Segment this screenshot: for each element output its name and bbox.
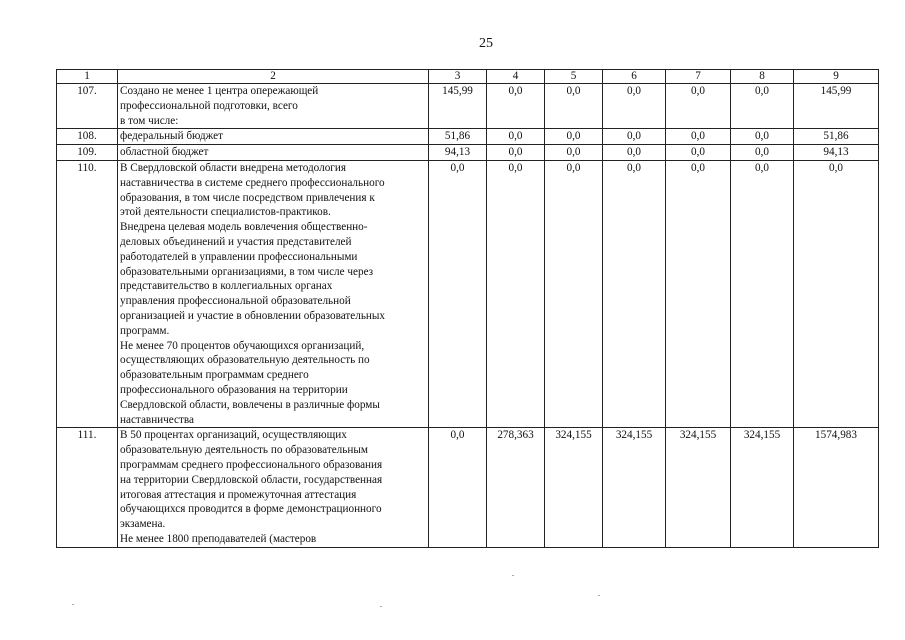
row-description bbox=[118, 129, 429, 145]
description-line: на территории Свердловской области, государственная bbox=[120, 473, 383, 486]
description-line: обучающихся проводится в форме демонстрационного bbox=[120, 503, 382, 516]
value-cell-col-4: 0,0 bbox=[487, 160, 545, 427]
header-cell: 9 bbox=[794, 70, 879, 84]
value-cell-col-6: 0,0 bbox=[603, 145, 666, 161]
value-cell-col-9: 145,99 bbox=[794, 84, 879, 129]
value-cell-col-7: 0,0 bbox=[666, 129, 731, 145]
budget-table bbox=[56, 69, 879, 548]
value-cell-col-7: 0,0 bbox=[666, 84, 731, 129]
description-line: Свердловской области, вовлечены в различные формы bbox=[120, 398, 380, 411]
value-cell-col-3: 0,0 bbox=[429, 160, 487, 427]
value-cell-col-3: 145,99 bbox=[429, 84, 487, 129]
value-cell-col-5: 0,0 bbox=[545, 160, 603, 427]
value-cell-col-9: 94,13 bbox=[794, 145, 879, 161]
value-cell-col-9: 51,86 bbox=[794, 129, 879, 145]
description-line: профессионального образования на территории bbox=[120, 383, 348, 396]
value-cell-col-4: 0,0 bbox=[487, 145, 545, 161]
description-line: программ. bbox=[120, 324, 170, 337]
value-cell-col-5: 0,0 bbox=[545, 145, 603, 161]
value-cell-col-3: 0,0 bbox=[429, 428, 487, 547]
description-line: в том числе: bbox=[120, 114, 179, 127]
scan-speck bbox=[512, 575, 514, 576]
value-cell-col-4: 278,363 bbox=[487, 428, 545, 547]
description-line: федеральный бюджет bbox=[120, 130, 223, 143]
header-cell: 2 bbox=[118, 70, 429, 84]
row-number: 109. bbox=[57, 145, 118, 161]
value-cell-col-6: 0,0 bbox=[603, 129, 666, 145]
description-line: профессиональной подготовки, всего bbox=[120, 99, 298, 112]
row-description bbox=[118, 84, 429, 129]
value-cell-col-8: 0,0 bbox=[731, 129, 794, 145]
description-line: В Свердловской области внедрена методология bbox=[120, 161, 347, 174]
description-line: программам среднего профессионального образования bbox=[120, 458, 383, 471]
value-cell-col-7: 0,0 bbox=[666, 145, 731, 161]
row-number: 108. bbox=[57, 129, 118, 145]
value-cell-col-7: 0,0 bbox=[666, 160, 731, 427]
table-row bbox=[57, 428, 879, 547]
value-cell-col-3: 51,86 bbox=[429, 129, 487, 145]
scan-speck bbox=[72, 604, 74, 605]
row-description bbox=[118, 145, 429, 161]
value-cell-col-8: 0,0 bbox=[731, 160, 794, 427]
description-line: наставничества bbox=[120, 413, 194, 426]
description-line: В 50 процентах организаций, осуществляющих bbox=[120, 429, 347, 442]
description-line: Не менее 70 процентов обучающихся организаций, bbox=[120, 339, 365, 352]
description-line: наставничества в системе среднего профессионального bbox=[120, 176, 385, 189]
value-cell-col-4: 0,0 bbox=[487, 84, 545, 129]
value-cell-col-4: 0,0 bbox=[487, 129, 545, 145]
description-line: областной бюджет bbox=[120, 146, 209, 159]
description-line: образовательным программам среднего bbox=[120, 369, 309, 382]
table-row bbox=[57, 129, 879, 145]
value-cell-col-7: 324,155 bbox=[666, 428, 731, 547]
value-cell-col-3: 94,13 bbox=[429, 145, 487, 161]
description-line: управления профессиональной образовательной bbox=[120, 295, 351, 308]
table-row bbox=[57, 160, 879, 427]
scan-speck bbox=[380, 606, 382, 607]
header-cell: 6 bbox=[603, 70, 666, 84]
value-cell-col-5: 324,155 bbox=[545, 428, 603, 547]
value-cell-col-9: 1574,983 bbox=[794, 428, 879, 547]
value-cell-col-6: 0,0 bbox=[603, 84, 666, 129]
value-cell-col-5: 0,0 bbox=[545, 84, 603, 129]
value-cell-col-8: 0,0 bbox=[731, 84, 794, 129]
row-number: 110. bbox=[57, 160, 118, 427]
description-line: образовательную деятельность по образовательным bbox=[120, 444, 368, 457]
description-line: Создано не менее 1 центра опережающей bbox=[120, 85, 319, 97]
table-body bbox=[57, 70, 879, 548]
value-cell-col-9: 0,0 bbox=[794, 160, 879, 427]
header-cell: 7 bbox=[666, 70, 731, 84]
header-cell: 4 bbox=[487, 70, 545, 84]
description-line: этой деятельности специалистов-практиков. bbox=[120, 206, 331, 219]
header-cell: 5 bbox=[545, 70, 603, 84]
row-description bbox=[118, 160, 429, 427]
description-line: Внедрена целевая модель вовлечения общественно- bbox=[120, 221, 368, 234]
description-line: деловых объединений и участия представителей bbox=[120, 235, 352, 248]
description-line: осуществляющих образовательную деятельность по bbox=[120, 354, 370, 367]
table-row bbox=[57, 145, 879, 161]
description-line: организацией и участие в обновлении образовательных bbox=[120, 309, 386, 322]
description-line: представительство в коллегиальных органах bbox=[120, 280, 333, 293]
row-description bbox=[118, 428, 429, 547]
description-line: итоговая аттестация и промежуточная аттестация bbox=[120, 488, 357, 501]
description-line: экзамена. bbox=[120, 518, 166, 531]
value-cell-col-5: 0,0 bbox=[545, 129, 603, 145]
row-number: 111. bbox=[57, 428, 118, 547]
value-cell-col-8: 324,155 bbox=[731, 428, 794, 547]
description-line: образовательными организациями, в том числе через bbox=[120, 265, 374, 278]
table-header-row bbox=[57, 70, 879, 84]
value-cell-col-6: 324,155 bbox=[603, 428, 666, 547]
header-cell: 3 bbox=[429, 70, 487, 84]
row-number: 107. bbox=[57, 84, 118, 129]
description-line: образования, в том числе посредством привлечения к bbox=[120, 191, 375, 204]
page-number: 25 bbox=[479, 36, 493, 51]
table-row bbox=[57, 84, 879, 129]
description-line: работодателей в управлении профессиональными bbox=[120, 250, 358, 263]
header-cell: 8 bbox=[731, 70, 794, 84]
value-cell-col-8: 0,0 bbox=[731, 145, 794, 161]
header-cell: 1 bbox=[57, 70, 118, 84]
scan-speck bbox=[598, 595, 600, 596]
description-line: Не менее 1800 преподавателей (мастеров bbox=[120, 532, 317, 545]
value-cell-col-6: 0,0 bbox=[603, 160, 666, 427]
